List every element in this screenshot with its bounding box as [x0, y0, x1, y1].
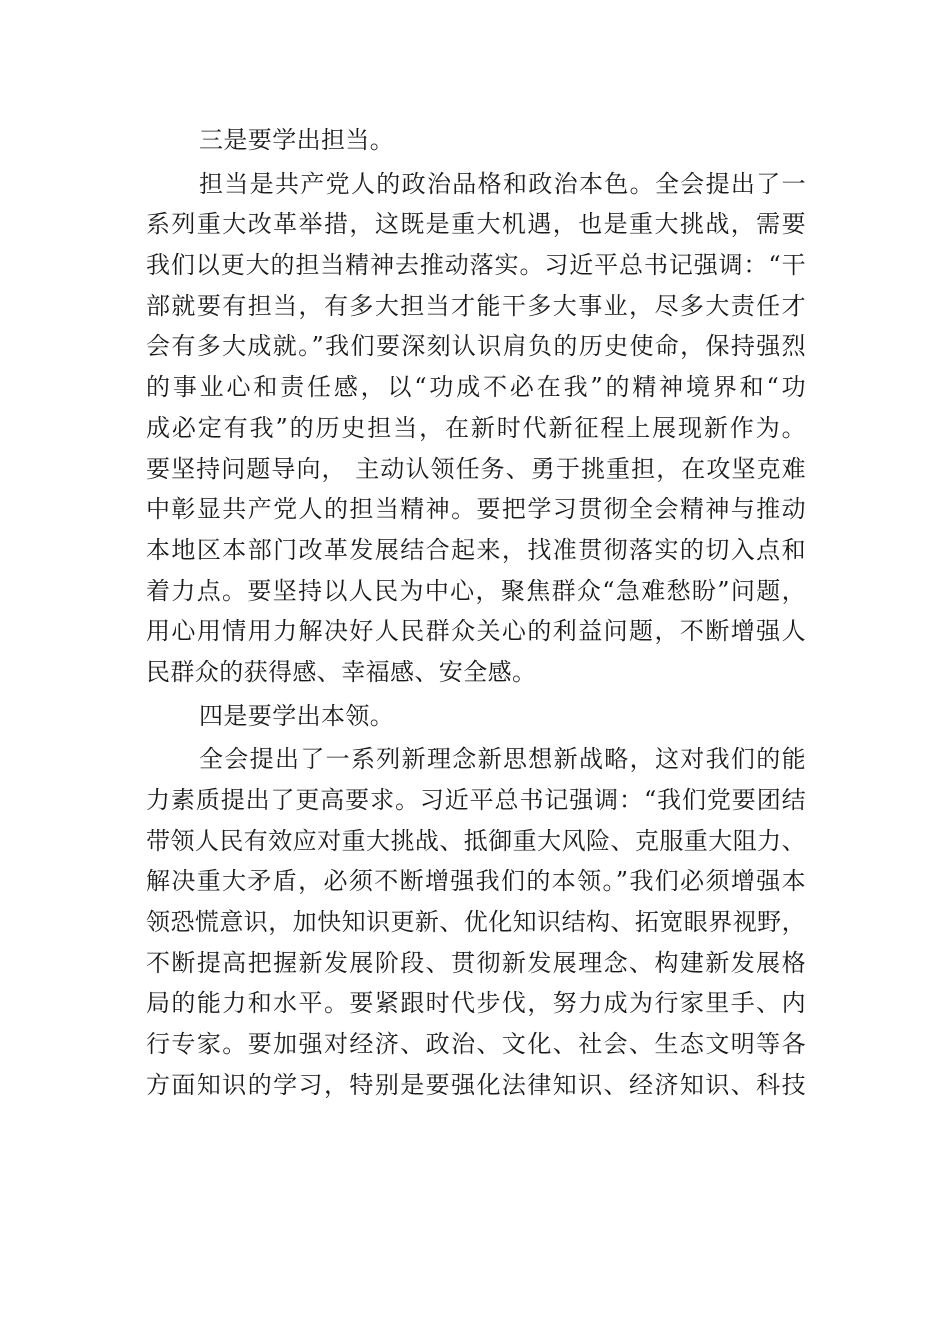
text-line: 领恐慌意识，加快知识更新、优化知识结构、拓宽眼界视野，: [146, 908, 806, 937]
text-line: 着力点。要坚持以人民为中心，聚焦群众“急难愁盼”问题，: [146, 576, 806, 605]
text-line: 的事业心和责任感，以“功成不必在我”的精神境界和“功: [146, 373, 806, 402]
text-line: 全会提出了一系列新理念新思想新战略，这对我们的能: [199, 745, 806, 774]
text-line: 会有多大成就。”我们要深刻认识肩负的历史使命，保持强烈: [146, 332, 806, 361]
section-paragraph: [146, 739, 806, 1105]
text-line: 要坚持问题导向， 主动认领任务、勇于挑重担，在攻坚克难: [146, 454, 806, 483]
text-line: 局的能力和水平。要紧跟时代步伐，努力成为行家里手、内: [146, 989, 806, 1018]
text-line: 用心用情用力解决好人民群众关心的利益问题，不断增强人: [146, 617, 806, 646]
text-line: 系列重大改革举措，这既是重大机遇，也是重大挑战，需要: [146, 210, 806, 239]
document-body: [146, 120, 806, 1109]
text-line: 解决重大矛盾，必须不断增强我们的本领。”我们必须增强本: [146, 867, 806, 896]
text-line: 中彰显共产党人的担当精神。要把学习贯彻全会精神与推动: [146, 495, 806, 524]
text-line: 方面知识的学习，特别是要强化法律知识、经济知识、科技: [146, 1070, 806, 1099]
section-paragraph: [146, 164, 806, 693]
text-line: 力素质提出了更高要求。习近平总书记强调：“我们党要团结: [146, 786, 806, 815]
text-line: 我们以更大的担当精神去推动落实。习近平总书记强调：“干: [146, 251, 806, 280]
text-line: 成必定有我”的历史担当，在新时代新征程上展现新作为。: [146, 413, 806, 442]
text-line: 不断提高把握新发展阶段、贯彻新发展理念、构建新发展格: [146, 948, 806, 977]
text-line: 部就要有担当，有多大担当才能干多大事业，尽多大责任才: [146, 291, 806, 320]
text-line: 行专家。要加强对经济、政治、文化、社会、生态文明等各: [146, 1030, 806, 1059]
text-line: 本地区本部门改革发展结合起来，找准贯彻落实的切入点和: [146, 535, 806, 564]
text-line: 担当是共产党人的政治品格和政治本色。全会提出了一: [199, 169, 806, 198]
section-heading: 四是要学出本领。: [199, 701, 395, 730]
text-line: 带领人民有效应对重大挑战、抵御重大风险、克服重大阻力、: [146, 826, 806, 855]
text-line: 民群众的获得感、幸福感、安全感。: [146, 657, 537, 686]
section-heading: 三是要学出担当。: [199, 126, 395, 154]
